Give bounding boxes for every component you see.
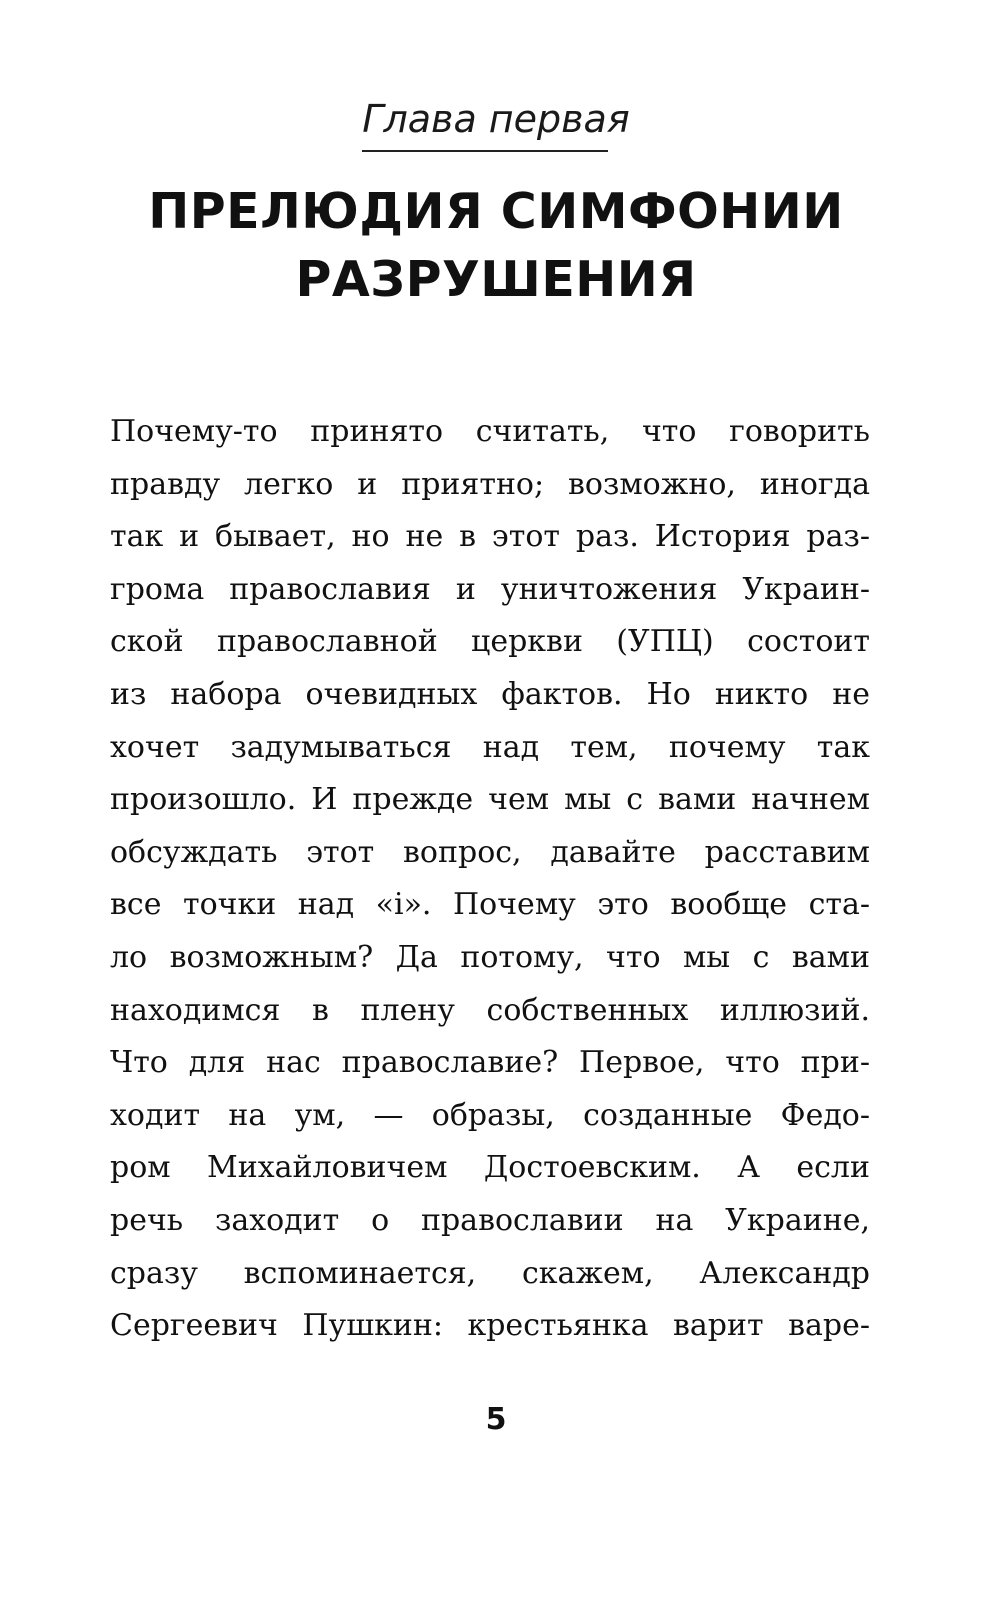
chapter-label-underline	[362, 150, 608, 152]
text-line: находимся в плену собственных иллюзий.	[110, 992, 870, 1028]
text-line: ром Михайловичем Достоевским. А если	[110, 1150, 870, 1186]
text-line: грома православия и уничтожения Украин-	[110, 571, 870, 607]
chapter-title-line: РАЗРУШЕНИЯ	[295, 251, 697, 308]
text-line: ло возможным? Да потому, что мы с вами	[110, 939, 870, 975]
text-line: из набора очевидных фактов. Но никто не	[110, 676, 870, 712]
body-paragraph	[110, 406, 870, 1353]
text-line: Сергеевич Пушкин: крестьянка варит варе-	[110, 1308, 870, 1344]
text-line: Что для нас православие? Первое, что при-	[110, 1045, 870, 1081]
text-line: Почему-то принято считать, что говорить	[110, 414, 870, 449]
text-line: так и бывает, но не в этот раз. История раз-	[110, 519, 870, 555]
text-line: произошло. И прежде чем мы с вами начнем	[110, 782, 870, 818]
chapter-title	[60, 178, 932, 314]
text-line: речь заходит о православии на Украине,	[110, 1202, 870, 1238]
text-line: ходит на ум, — образы, созданные Федо-	[110, 1097, 870, 1133]
page-number: 5	[485, 1402, 507, 1437]
text-line: правду легко и приятно; возможно, иногда	[110, 466, 870, 502]
text-line: хочет задумываться над тем, почему так	[110, 729, 870, 765]
text-line: сразу вспоминается, скажем, Александр	[110, 1255, 870, 1291]
text-line: ской православной церкви (УПЦ) состоит	[110, 624, 870, 660]
chapter-title-line: ПРЕЛЮДИЯ СИМФОНИИ	[148, 183, 844, 240]
text-line: обсуждать этот вопрос, давайте расставим	[110, 834, 870, 870]
text-line: все точки над «і». Почему это вообще ста-	[110, 887, 870, 923]
chapter-label: Глава первая	[362, 97, 630, 141]
